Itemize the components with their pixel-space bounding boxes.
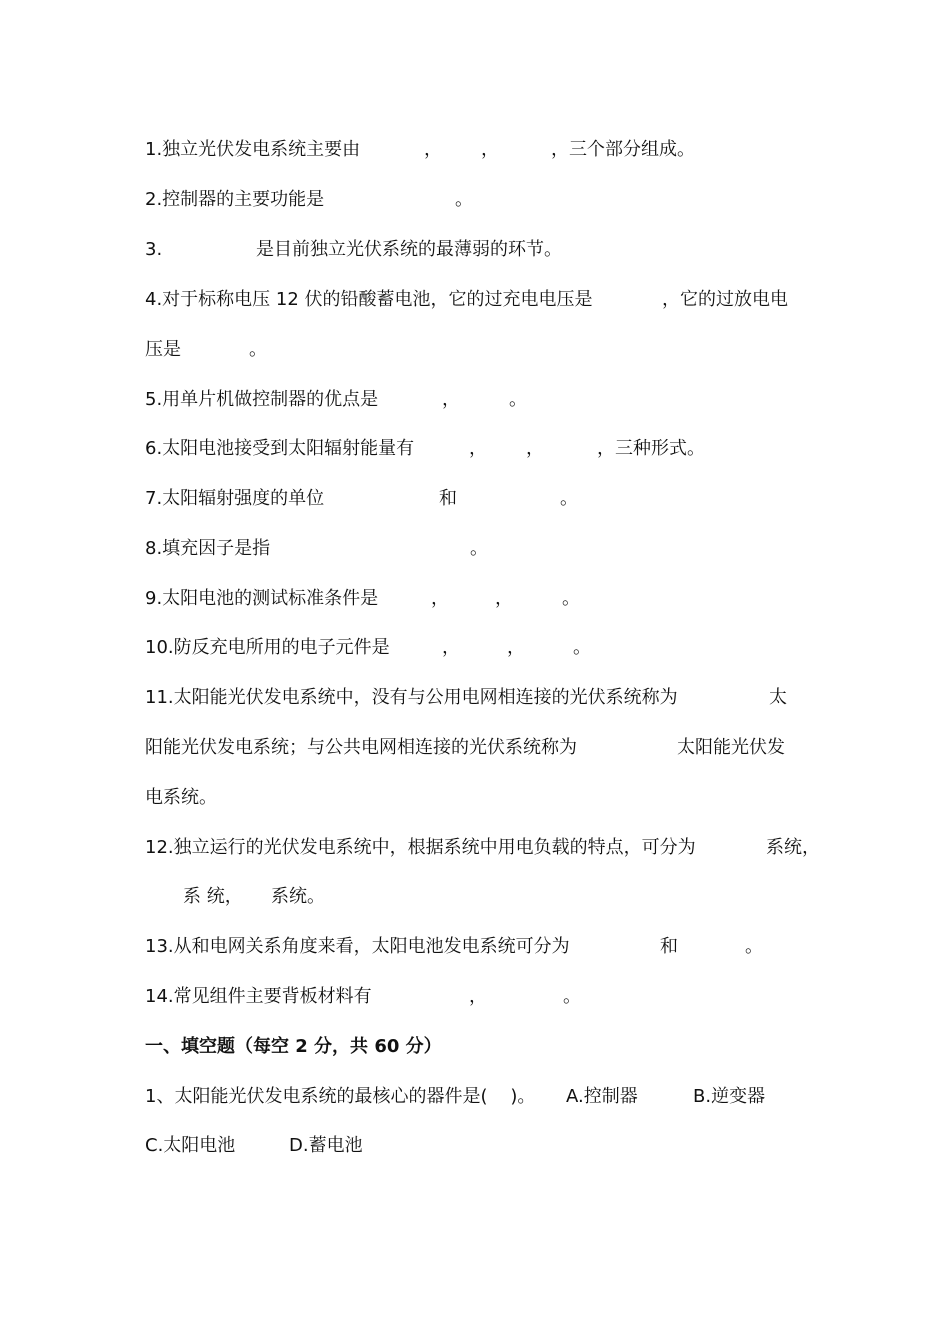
q1-text-a: 1.独立光伏发电系统主要由	[145, 139, 361, 160]
q12-text-a: 12.独立运行的光伏发电系统中，根据系统中用电负载的特点，可分为	[145, 837, 696, 858]
q11-text-e: 电系统。	[145, 787, 217, 808]
q6-text-a: 6.太阳电池接受到太阳辐射能量有	[145, 438, 415, 459]
mc1-option-d: D.蓄电池	[289, 1135, 363, 1156]
q3-text-b: 是目前独立光伏系统的最薄弱的环节。	[256, 239, 562, 260]
q11-text-a: 11.太阳能光伏发电系统中，没有与公用电网相连接的光伏系统称为	[145, 687, 678, 708]
q4-text-b: ，它的过放电电	[662, 289, 788, 310]
q12-text-b: 系统，	[766, 837, 820, 858]
q10-text-d: 。	[573, 637, 591, 658]
mc1-option-c: C.太阳电池	[145, 1135, 236, 1156]
q7-text-b: 和	[439, 488, 457, 509]
q11-text-b: 太	[769, 687, 787, 708]
q13-text-b: 和	[660, 936, 678, 957]
q9-text-d: 。	[562, 588, 580, 609]
q14-text-b: ，	[469, 986, 487, 1007]
q10-text-a: 10.防反充电所用的电子元件是	[145, 637, 390, 658]
section-heading: 一、填空题（每空 2 分，共 60 分）	[145, 1036, 442, 1057]
q9-text-a: 9.太阳电池的测试标准条件是	[145, 588, 379, 609]
q12-text-d: 系统。	[271, 886, 325, 907]
q2-text-a: 2.控制器的主要功能是	[145, 189, 325, 210]
q9-text-b: ，	[431, 588, 449, 609]
q9-text-c: ，	[495, 588, 513, 609]
q10-text-c: ，	[507, 637, 525, 658]
q7-text-a: 7.太阳辐射强度的单位	[145, 488, 325, 509]
q7-text-c: 。	[560, 488, 578, 509]
mc1-option-b: B.逆变器	[693, 1086, 766, 1107]
q4-text-a: 4.对于标称电压 12 伏的铅酸蓄电池，它的过充电电压是	[145, 289, 593, 310]
q4-text-c: 压是	[145, 339, 181, 360]
q6-text-c: ，	[526, 438, 544, 459]
q1-text-c: ，	[481, 139, 499, 160]
q11-text-c: 阳能光伏发电系统；与公共电网相连接的光伏系统称为	[145, 737, 577, 758]
q11-text-d: 太阳能光伏发	[677, 737, 785, 758]
q1-text-b: ，	[424, 139, 442, 160]
mc1-question: 1、太阳能光伏发电系统的最核心的器件是( )。	[145, 1086, 536, 1107]
q12-text-c: 系 统，	[183, 886, 243, 907]
q1-text-d: ，三个部分组成。	[551, 139, 695, 160]
q4-text-d: 。	[249, 339, 267, 360]
q6-text-d: ，三种形式。	[597, 438, 705, 459]
q13-text-c: 。	[745, 936, 763, 957]
q8-text-a: 8.填充因子是指	[145, 538, 271, 559]
q10-text-b: ，	[442, 637, 460, 658]
mc1-option-a: A.控制器	[566, 1086, 638, 1107]
q14-text-c: 。	[563, 986, 581, 1007]
q14-text-a: 14.常见组件主要背板材料有	[145, 986, 372, 1007]
q6-text-b: ，	[469, 438, 487, 459]
q5-text-a: 5.用单片机做控制器的优点是	[145, 389, 379, 410]
q13-text-a: 13.从和电网关系角度来看，太阳电池发电系统可分为	[145, 936, 570, 957]
q5-text-b: ，	[442, 389, 460, 410]
q2-text-b: 。	[455, 189, 473, 210]
q3-text-a: 3.	[145, 239, 163, 260]
q5-text-c: 。	[509, 389, 527, 410]
q8-text-b: 。	[470, 538, 488, 559]
